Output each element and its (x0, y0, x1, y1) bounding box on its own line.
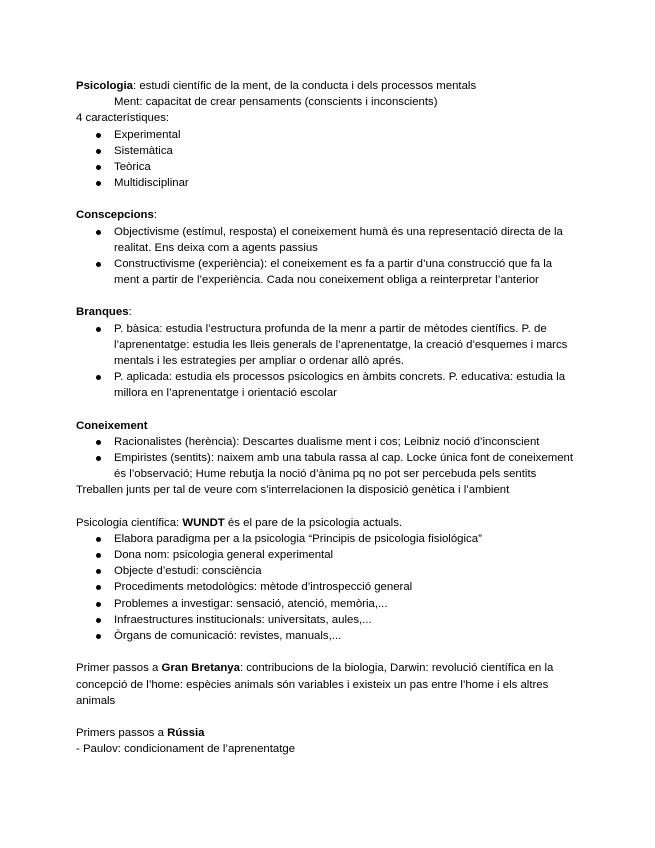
coneixement-closing: Treballen junts per tal de veure com s’interrelacionen la disposició genètica i l’ambient (76, 484, 510, 497)
conscepcions-heading: Conscepcions: (76, 209, 158, 222)
list-item: P. bàsica: estudia l’estructura profunda de la menr a partir de mètodes científics. P. de l’aprenentatge: estudia les lleis generals de l’aprenentatge, la creació d’esquemes i marcs mentals i les estrategies per ampliar o ordenar allò aprés. (76, 321, 576, 370)
conscepcions-list (76, 224, 576, 289)
coneixement-list (76, 434, 576, 483)
list-item: Objectivisme (estímul, resposta) el coneixement humà és una representació directa de la realitat. Ens deixa com a agents passius (76, 224, 576, 256)
list-item: Racionalistes (herència): Descartes dualisme ment i cos; Leibniz noció d’inconscient (76, 434, 576, 450)
list-item: Problemes a investigar: sensació, atenció, memòria,... (76, 596, 576, 612)
document-page (76, 78, 576, 757)
list-item: Infraestructures institucionals: universitats, aules,... (76, 612, 576, 628)
psicologia-term: Psicologia (76, 80, 133, 92)
list-item: Dona nom: psicologia general experimental (76, 547, 576, 563)
psicologia-definition: Psicologia: estudi científic de la ment, de la conducta i dels processos mentals (76, 80, 477, 92)
list-item: Teòrica (76, 159, 576, 175)
branques-heading: Branques: (76, 306, 132, 319)
russia-heading: Primers passos a Rússia (76, 726, 205, 739)
coneixement-heading: Coneixement (76, 419, 148, 432)
list-item: Experimental (76, 127, 576, 143)
wundt-list (76, 531, 576, 644)
wundt-intro: Psicologia científica: WUNDT és el pare de la psicologia actuals. (76, 516, 403, 529)
list-item: Constructivisme (experiència): el coneixement es fa a partir d’una construcció que fa la ment a partir de l’experiència. Cada nou coneixement obliga a reinterpretar l’anterior (76, 256, 576, 288)
list-item: Multidisciplinar (76, 175, 576, 191)
characteristics-heading: 4 característiques: (76, 112, 170, 125)
paulov-line: - Paulov: condicionament de l’aprenentatge (76, 743, 296, 756)
list-item: P. aplicada: estudia els processos psicologics en àmbits concrets. P. educativa: estudia la millora en l’aprenentatge i orientació escolar (76, 369, 576, 401)
ment-definition: Ment: capacitat de crear pensaments (conscients i inconscients) (114, 96, 438, 109)
characteristics-list (76, 127, 576, 192)
list-item: Sistemàtica (76, 143, 576, 159)
gran-bretanya-paragraph: Primer passos a Gran Bretanya: contribucions de la biologia, Darwin: revolució científica en la concepció de l’home: espècies animals són variables i existeix un pas entre l’home i els altres animals (76, 662, 554, 707)
list-item: Objecte d’estudi: consciència (76, 563, 576, 579)
list-item: Elabora paradigma per a la psicologia “Principis de psicologia fisiológica” (76, 531, 576, 547)
list-item: Empiristes (sentits): naixem amb una tabula rassa al cap. Locke única font de coneixement és l’observació; Hume rebutja la noció d’ànima pq no pot ser percebuda pels sentits (76, 450, 576, 482)
list-item: Procediments metodològics: mètode d’introspecció general (76, 579, 576, 595)
list-item: Òrgans de comunicació: revistes, manuals,... (76, 628, 576, 644)
branques-list (76, 321, 576, 402)
